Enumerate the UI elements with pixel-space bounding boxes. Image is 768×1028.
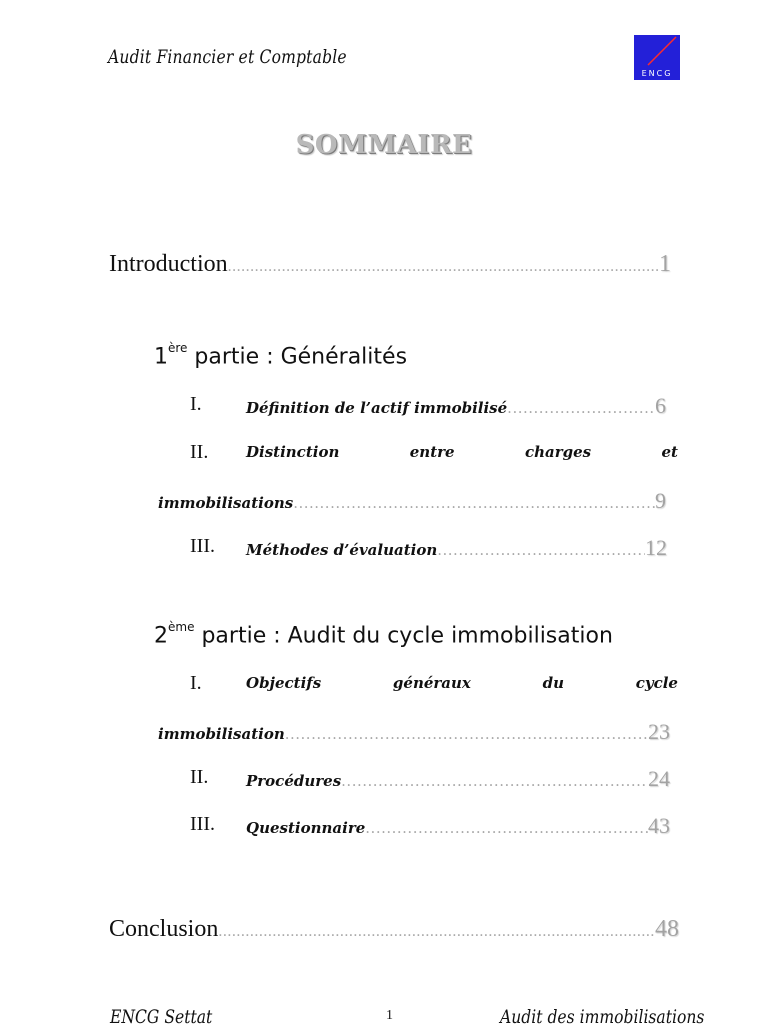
toc-part2-item2[interactable]: [246, 766, 670, 792]
part2-number: 2: [154, 623, 168, 649]
toc-conclusion-page: 48: [655, 916, 679, 942]
toc-conclusion-label: Conclusion: [109, 916, 219, 942]
dot-leader: [285, 725, 648, 743]
part1-item2-roman: II.: [190, 441, 209, 463]
part2-item3-roman: III.: [190, 813, 215, 835]
part1-item1-page: 6: [655, 393, 666, 418]
part1-item2-word: entre: [409, 443, 455, 461]
part1-item2-word: et: [661, 443, 678, 461]
part2-item2-label: Procédures: [246, 772, 342, 790]
dot-leader: [293, 494, 655, 512]
footer-left: ENCG Settat: [110, 1006, 213, 1028]
footer-right: Audit des immobilisations: [500, 1006, 705, 1028]
part1-item2-word: Distinction: [246, 443, 340, 461]
part1-item3-page: 12: [645, 535, 667, 560]
part1-heading: [154, 341, 408, 370]
toc-introduction-page: 1: [659, 251, 671, 277]
toc-part1-item2[interactable]: [246, 443, 678, 461]
part1-item1-roman: I.: [190, 393, 202, 415]
part1-title: partie : Généralités: [187, 344, 408, 370]
encg-logo: [634, 35, 680, 80]
part1-item2-page: 9: [655, 488, 666, 513]
dot-leader: [437, 541, 645, 559]
part1-item1-label: Définition de l’actif immobilisé: [246, 399, 508, 417]
part1-number: 1: [154, 344, 168, 370]
part2-item3-page: 43: [648, 813, 670, 838]
toc-introduction[interactable]: [109, 251, 671, 278]
part1-item2-continuation: immobilisations: [158, 494, 294, 512]
part1-item3-label: Méthodes d’évaluation: [246, 541, 438, 559]
footer-page-number: 1: [386, 1008, 393, 1023]
dot-leader: [365, 819, 648, 837]
part1-item3-roman: III.: [190, 535, 215, 557]
dot-leader: [341, 772, 648, 790]
part1-sup: ère: [168, 341, 188, 355]
part2-item1-word: généraux: [392, 674, 471, 692]
toc-conclusion[interactable]: [109, 916, 679, 943]
dot-leader: [228, 258, 659, 276]
part2-item3-label: Questionnaire: [246, 819, 366, 837]
toc-part1-item2-continuation[interactable]: [158, 488, 666, 514]
part1-item2-word: charges: [524, 443, 592, 461]
dot-leader: [507, 399, 655, 417]
logo-text: ENCG: [641, 69, 673, 78]
page-title: SOMMAIRE: [295, 130, 473, 160]
part2-item1-word: Objectifs: [246, 674, 322, 692]
toc-part1-item3[interactable]: [246, 535, 667, 561]
part2-item2-page: 24: [648, 766, 670, 791]
header-title: Audit Financier et Comptable: [108, 46, 347, 68]
part2-item1-continuation: immobilisation: [158, 725, 285, 743]
part2-title: partie : Audit du cycle immobilisation: [194, 623, 613, 649]
toc-introduction-label: Introduction: [109, 251, 228, 277]
toc-part2-item1[interactable]: [246, 674, 678, 692]
toc-part1-item1[interactable]: [246, 393, 666, 419]
part2-item1-roman: I.: [190, 672, 202, 694]
dot-leader: [218, 923, 655, 941]
toc-part2-item1-continuation[interactable]: [158, 719, 670, 745]
part2-heading: [154, 620, 613, 649]
part2-item1-page: 23: [648, 719, 670, 744]
part2-item2-roman: II.: [190, 766, 209, 788]
part2-sup: ème: [168, 620, 195, 634]
part2-item1-word: cycle: [635, 674, 678, 692]
toc-part2-item3[interactable]: [246, 813, 670, 839]
part2-item1-word: du: [542, 674, 565, 692]
